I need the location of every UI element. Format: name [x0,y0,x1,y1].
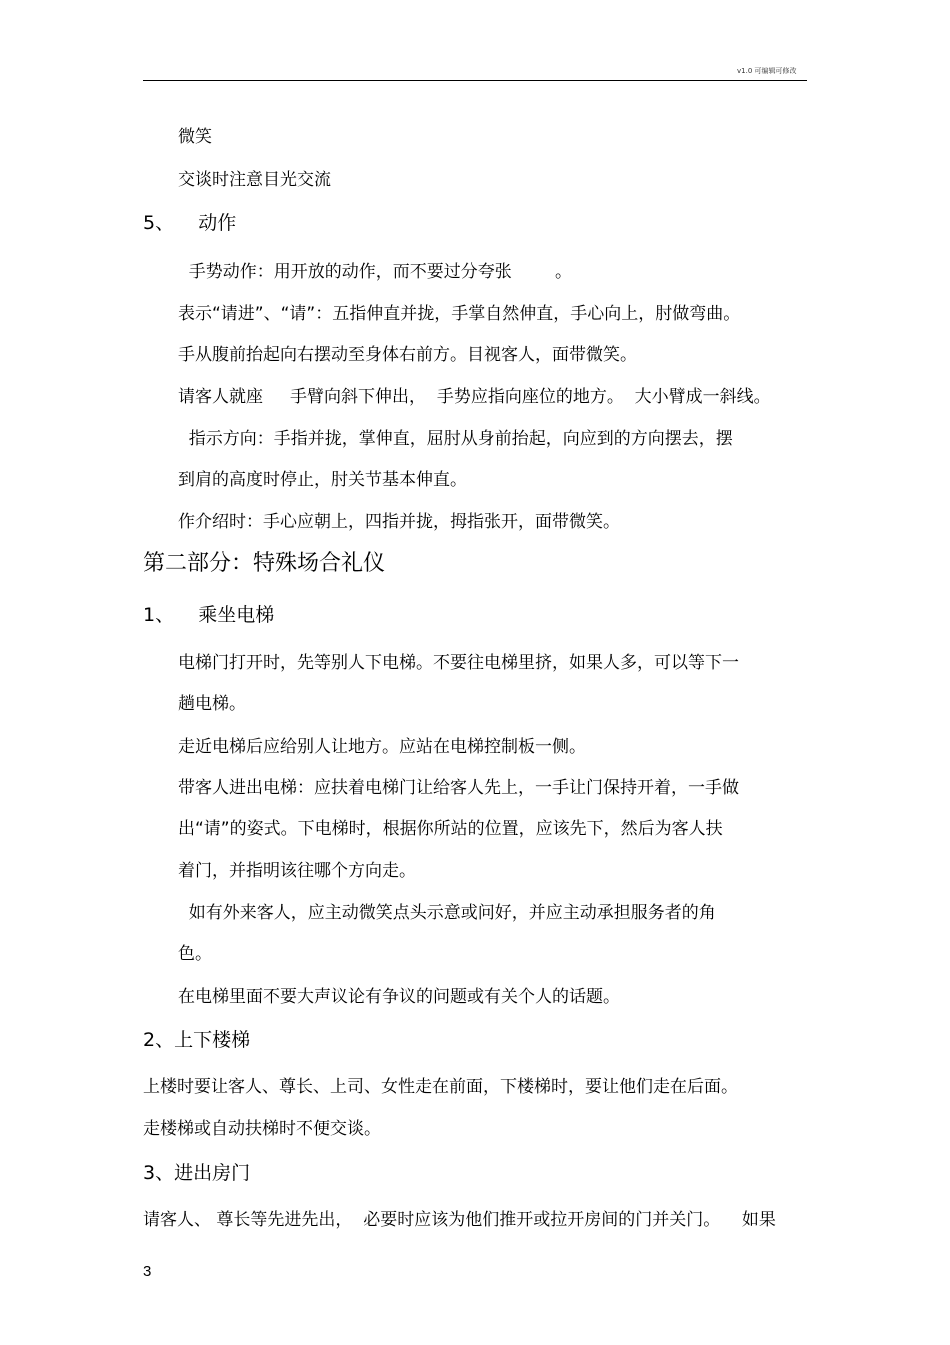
item-heading: 1、 乘坐电梯 [143,604,275,626]
text-line: 走近电梯后应给别人让地方。应站在电梯控制板一侧。 [178,737,586,757]
text-line: 请客人、 尊长等先进先出， 必要时应该为他们推开或拉开房间的门并关门。 如果 [143,1210,776,1230]
page-number: 3 [143,1263,152,1280]
text-line: 走楼梯或自动扶梯时不便交谈。 [143,1119,381,1139]
item-heading: 5、 动作 [143,212,237,234]
text-line: 在电梯里面不要大声议论有争议的问题或有关个人的话题。 [178,987,620,1007]
text-line: 如有外来客人，应主动微笑点头示意或问好，并应主动承担服务者的角 [178,903,716,923]
text-line: 趟电梯。 [178,694,246,714]
text-line: 出“请”的姿式。下电梯时，根据你所站的位置，应该先下，然后为客人扶 [178,819,723,839]
header-rule [143,80,807,81]
item-heading: 2、上下楼梯 [143,1029,251,1051]
text-line: 交谈时注意目光交流 [178,170,331,190]
text-line: 请客人就座 手臂向斜下伸出， 手势应指向座位的地方。 大小臂成一斜线。 [178,387,771,407]
text-line: 手势动作：用开放的动作，而不要过分夸张 。 [178,262,573,282]
text-line: 着门，并指明该往哪个方向走。 [178,861,416,881]
header-version-note: v1.0 可编辑可修改 [737,67,797,75]
text-line: 带客人进出电梯：应扶着电梯门让给客人先上，一手让门保持开着，一手做 [178,778,739,798]
text-line: 微笑 [178,127,212,147]
text-line: 上楼时要让客人、尊长、上司、女性走在前面，下楼梯时，要让他们走在后面。 [143,1077,738,1097]
text-line: 表示“请进”、“请”：五指伸直并拢，手掌自然伸直，手心向上，肘做弯曲。 [178,304,741,324]
text-line: 电梯门打开时，先等别人下电梯。不要往电梯里挤，如果人多，可以等下一 [178,653,739,673]
text-line: 手从腹前抬起向右摆动至身体右前方。目视客人，面带微笑。 [178,345,637,365]
text-line: 作介绍时：手心应朝上，四指并拢，拇指张开，面带微笑。 [178,512,620,532]
text-line: 色。 [178,944,212,964]
item-heading: 3、进出房门 [143,1162,251,1184]
section-heading: 第二部分：特殊场合礼仪 [143,551,386,576]
text-line: 指示方向：手指并拢，掌伸直，屈肘从身前抬起，向应到的方向摆去，摆 [178,429,733,449]
text-line: 到肩的高度时停止，肘关节基本伸直。 [178,470,467,490]
